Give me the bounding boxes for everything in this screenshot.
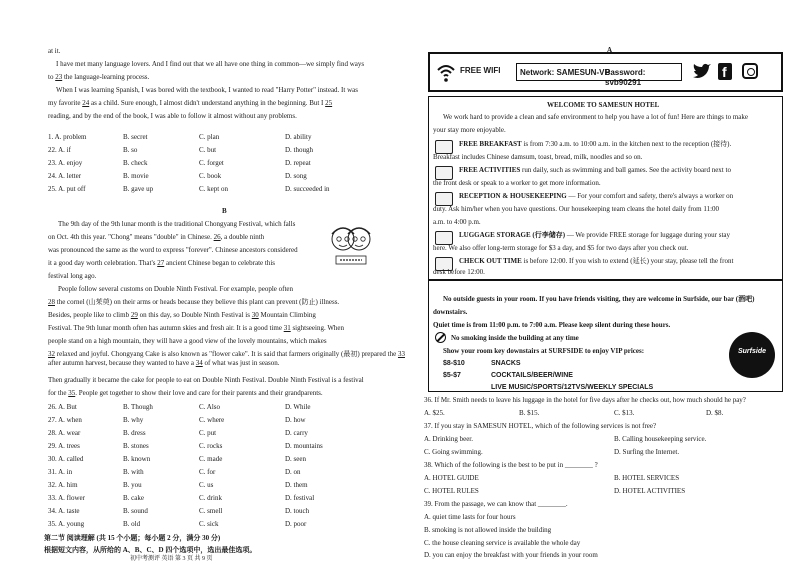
option: 1. A. problem	[48, 133, 87, 141]
question-36: 36. If Mr. Smith needs to leave his luggage in the hotel for five days after he checks out, how much should he pay?	[424, 396, 746, 404]
twitter-icon	[692, 63, 712, 81]
option: C. sick	[199, 520, 219, 528]
offer-item: LIVE MUSIC/SPORTS/12TVS/WEEKLY SPECIALS	[491, 384, 654, 391]
text-line: People follow several customs on Double Ninth Festival. For example, people often	[58, 285, 294, 293]
option: D. though	[285, 146, 313, 154]
option: D. HOTEL ACTIVITIES	[614, 487, 686, 495]
option: D. festival	[285, 494, 315, 502]
text-line: it a good day worth celebration. That's 27 ancient Chinese began to celebrate this	[48, 259, 276, 267]
option: C. drink	[199, 494, 222, 502]
option: C. forget	[199, 159, 224, 167]
breakfast-line: FREE BREAKFAST is from 7:30 a.m. to 10:00 a.m. in the kitchen next to the reception (接待).	[459, 140, 732, 148]
blank-24: 24	[82, 99, 90, 107]
option: B. gave up	[123, 185, 154, 193]
option: 33. A. flower	[48, 494, 85, 502]
hotel-intro: We work hard to provide a clean and safe environment to help you have a lot of fun! Here are things to make	[443, 113, 748, 121]
breakfast-line: Breakfast includes Chinese damsum, toast, bread, milk, noodles and so on.	[433, 153, 643, 161]
option: 32. A. him	[48, 481, 78, 489]
wifi-label: FREE WIFI	[460, 66, 501, 75]
text-line: 28 the cornel (山茱萸) on their arms or heads because they believe this plant can prevent (防止) illness.	[48, 298, 340, 306]
hotel-title: WELCOME TO SAMESUN HOTEL	[547, 101, 660, 109]
option: 27. A. when	[48, 416, 82, 424]
text-line: I have met many language lovers. And I find out that we all have one thing in common—we simply find ways	[56, 60, 365, 68]
option: B. Though	[123, 403, 153, 411]
text-line: on Oct. 4th this year. "Chong" means "double" in Chinese. 26, a double ninth	[48, 233, 265, 241]
option: D. on	[285, 468, 301, 476]
rules-line: downstairs.	[433, 308, 468, 316]
section-instruction: 根据短文内容，从所给的 A、B、C、D 四个选项中，选出最佳选项。	[44, 546, 257, 554]
surfside-logo: Surfside	[729, 332, 775, 378]
reception-line: RECEPTION & HOUSEKEEPING — For your comfort and safety, there's always a worker on	[459, 192, 734, 200]
activities-line: FREE ACTIVITIES run daily, such as swimming and ball games. See the activity board next to	[459, 166, 731, 174]
option: C. us	[199, 481, 214, 489]
coffee-cup-icon	[435, 140, 453, 154]
text-line: my favorite 24 as a child. Sure enough, I almost didn't understand anything in the beginning. But I 25	[48, 99, 333, 107]
option: D. succeeded in	[285, 185, 330, 193]
option: C. Also	[199, 403, 221, 411]
option: 23. A. enjoy	[48, 159, 83, 167]
option: B. secret	[123, 133, 148, 141]
text-line: Besides, people like to climb 29 on this day, so Double Ninth Festival is 30 Mountain Climbing	[48, 311, 316, 319]
question-37: 37. If you stay in SAMESUN HOTEL, which of the following services is not free?	[424, 422, 657, 430]
option: C. kept on	[199, 185, 228, 193]
option: A. Drinking beer.	[424, 435, 473, 443]
blank-25: 25	[325, 99, 333, 107]
option: D. touch	[285, 507, 310, 515]
option: C. for	[199, 468, 216, 476]
option: C. rocks	[199, 442, 223, 450]
checkout-line: CHECK OUT TIME is before 12:00. If you wish to extend (延长) your stay, please tell the front	[459, 257, 734, 265]
rules-box	[428, 280, 783, 392]
option: 22. A. if	[48, 146, 71, 154]
right-column	[414, 0, 794, 562]
checkout-line: desk before 12:00.	[433, 268, 485, 276]
reception-line: a.m. to 4:00 p.m.	[433, 218, 481, 226]
option: B. why	[123, 416, 144, 424]
text-line: The 9th day of the 9th lunar month is the traditional Chongyang Festival, which falls	[58, 220, 296, 228]
option: 31. A. in	[48, 468, 73, 476]
no-smoking-text: No smoking inside the building at any time	[451, 334, 579, 342]
section-label: B	[222, 207, 227, 215]
text-line: Then gradually it became the cake for people to eat on Double Ninth Festival. Double Ninth Festival is a festival	[48, 376, 364, 384]
option: B. sound	[123, 507, 148, 515]
activities-line: the front desk or speak to a worker to get more information.	[433, 179, 601, 187]
hotel-intro: your stay more enjoyable.	[433, 126, 506, 134]
network-name: Network: SAMESUN-VB	[520, 68, 611, 77]
wifi-password: Password: svb90291	[605, 68, 646, 87]
blank-23: 23	[55, 73, 63, 81]
facebook-icon: f	[718, 63, 732, 80]
luggage-line: here. We also offer long-term storage for $3 a day, and $5 for two days after you check out.	[433, 244, 689, 252]
option: C. made	[199, 455, 223, 463]
reception-bell-icon	[435, 192, 453, 206]
option: C. where	[199, 416, 225, 424]
option: C. but	[199, 146, 217, 154]
text-line: was pronounced the same as the word to express "forever". Chinese ancestors considered	[48, 246, 298, 254]
option: B. dress	[123, 429, 146, 437]
question-39: 39. From the passage, we can know that ________.	[424, 500, 568, 508]
wifi-banner	[428, 52, 783, 92]
text-line: at it.	[48, 47, 61, 55]
option: D. mountains	[285, 442, 323, 450]
option: C. HOTEL RULES	[424, 487, 479, 495]
offer-price: $5-$7	[443, 372, 461, 379]
option: 35. A. young	[48, 520, 85, 528]
option: A. quiet time lasts for four hours	[424, 513, 516, 521]
option: C. Going swimming.	[424, 448, 483, 456]
passage-label: A	[607, 46, 613, 54]
option: C. the house cleaning service is available the whole day	[424, 539, 581, 547]
option: D. Surfing the Internet.	[614, 448, 680, 456]
option: B. smoking is not allowed inside the building	[424, 526, 552, 534]
swimmer-icon	[435, 166, 453, 180]
option: B. movie	[123, 172, 149, 180]
luggage-icon	[435, 231, 453, 245]
option: D. ability	[285, 133, 312, 141]
option: C. book	[199, 172, 222, 180]
quiet-time: Quiet time is from 11:00 p.m. to 7:00 a.m. Please keep silent during these hours.	[433, 321, 671, 329]
option: D. how	[285, 416, 306, 424]
option: 24. A. letter	[48, 172, 82, 180]
option: 30. A. called	[48, 455, 84, 463]
network-box	[516, 63, 682, 87]
option: B. stones	[123, 442, 149, 450]
option: C. put	[199, 429, 217, 437]
option: C. smell	[199, 507, 223, 515]
option: B. HOTEL SERVICES	[614, 474, 680, 482]
option: A. $25.	[424, 409, 445, 417]
rules-line: No outside guests in your room. If you have friends visiting, they are welcome in Surfside, our bar (酒吧)	[443, 295, 755, 303]
option: B. check	[123, 159, 148, 167]
section-title: 第二节 阅读理解 (共 15 个小题；每小题 2 分，满分 30 分)	[44, 534, 221, 542]
text-line: to 23 the language-learning process.	[48, 73, 150, 81]
option: B. so	[123, 146, 138, 154]
wifi-icon	[436, 60, 456, 84]
option: 26. A. But	[48, 403, 77, 411]
text-line: for the 35. People get together to show their love and care for their parents and their grandparents.	[48, 389, 323, 397]
offer-price: $8-$10	[443, 360, 465, 367]
option: 34. A. taste	[48, 507, 80, 515]
option: A. HOTEL GUIDE	[424, 474, 479, 482]
option: C. $13.	[614, 409, 635, 417]
offer-item: COCKTAILS/BEER/WINE	[491, 372, 573, 379]
option: B. Calling housekeeping service.	[614, 435, 707, 443]
option: B. known	[123, 455, 151, 463]
option: D. them	[285, 481, 308, 489]
question-38: 38. Which of the following is the best to be put in ________ ?	[424, 461, 598, 469]
option: C. plan	[199, 133, 220, 141]
text-line: When I was learning Spanish, I was bored with the textbook, I wanted to read "Harry Potter" instead. It was	[56, 86, 358, 94]
option: D. poor	[285, 520, 307, 528]
option: B. you	[123, 481, 142, 489]
option: D. repeat	[285, 159, 311, 167]
option: D. $8.	[706, 409, 724, 417]
option: B. old	[123, 520, 141, 528]
luggage-line: LUGGAGE STORAGE (行李储存) — We provide FREE storage for luggage during your stay	[459, 231, 731, 239]
no-smoking-icon	[435, 332, 446, 343]
option: D. song	[285, 172, 307, 180]
offer-item: SNACKS	[491, 360, 521, 367]
page-footer: 初中考测评 英语 第 3 页 共 9 页	[130, 556, 213, 562]
option: B. cake	[123, 494, 144, 502]
text-line: reading, and by the end of the book, I was able to follow it almost without any problems.	[48, 112, 297, 120]
option: D. seen	[285, 455, 306, 463]
text-line: festival long ago.	[48, 272, 97, 280]
option: 29. A. trees	[48, 442, 80, 450]
elderly-couple-illustration	[326, 222, 376, 268]
instagram-icon	[742, 63, 758, 79]
option: D. you can enjoy the breakfast with your friends in your room	[424, 551, 598, 559]
text-line: people stand on a high mountain, they will have a good view of the lovely mountains, which makes	[48, 337, 327, 345]
option: 25. A. put off	[48, 185, 86, 193]
option: 28. A. wear	[48, 429, 81, 437]
hotel-info-box	[428, 96, 783, 280]
text-line: 32 relaxed and joyful. Chongyang Cake is also known as "flower cake". It is said that farmers originally (最初) prepared the 33 after autumn harvest, because they wanted to have a 34 of what was just in season.	[48, 350, 405, 367]
option: D. While	[285, 403, 311, 411]
option: B. $15.	[519, 409, 540, 417]
option: B. with	[123, 468, 144, 476]
option: D. carry	[285, 429, 308, 437]
reception-line: duty. Ask him/her when you have questions. Our housekeeping team cleans the hotel daily from 11:00	[433, 205, 720, 213]
text-line: Festival. The 9th lunar month often has autumn skies and fresh air. It is a good time 31 sightseeing. When	[48, 324, 345, 332]
vip-card-text: Show your room key downstairs at SURFSIDE to enjoy VIP prices:	[443, 347, 645, 355]
